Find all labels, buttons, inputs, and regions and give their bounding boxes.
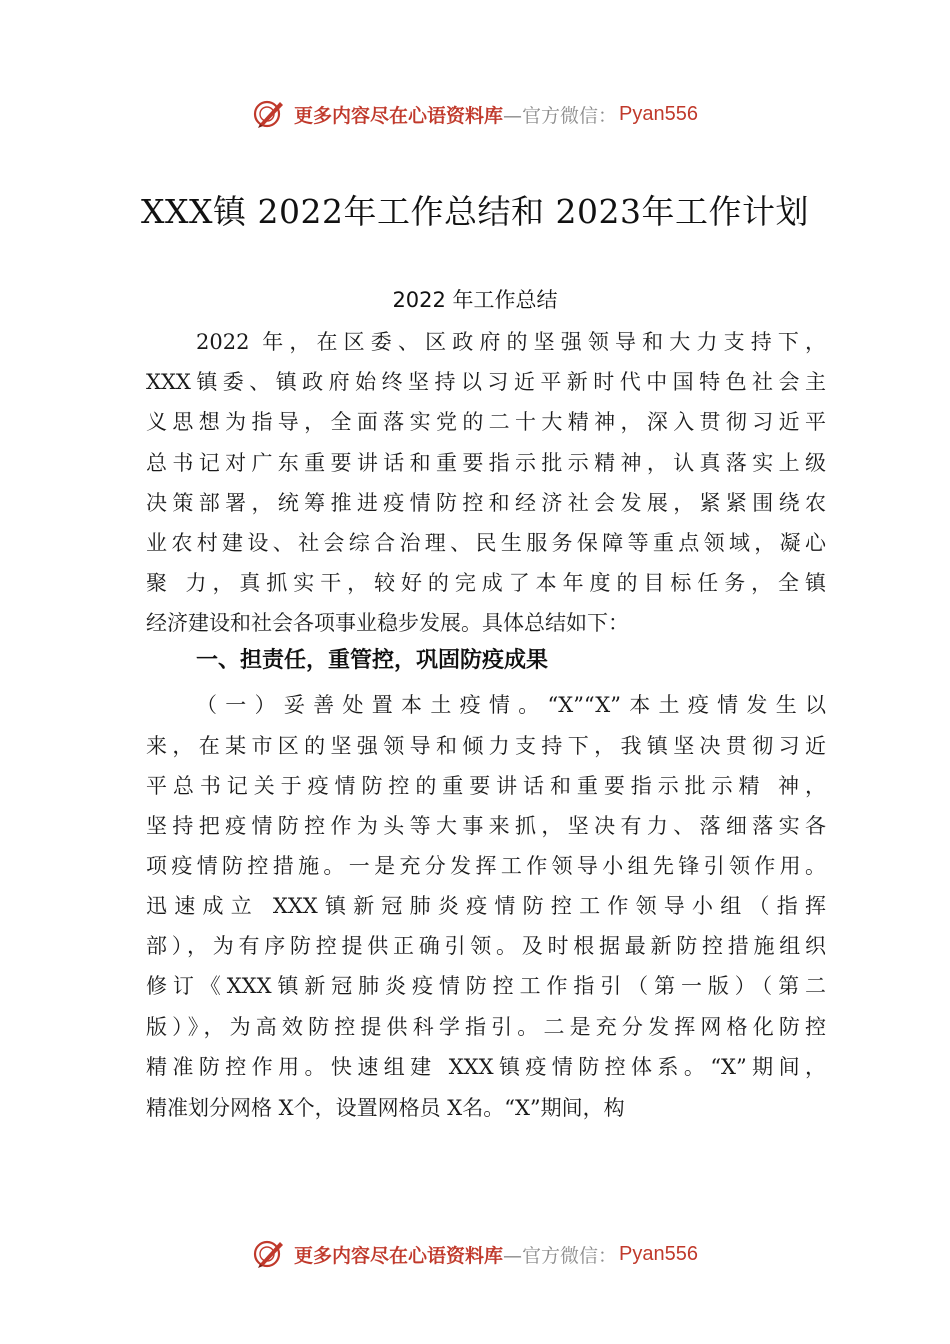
paragraph-line: 精准防控作用。快速组建 XXX镇疫情防控体系。“X”期间， bbox=[146, 1055, 826, 1079]
watermark-label: —官方微信： bbox=[503, 1244, 618, 1267]
paragraph-line: 修订《XXX镇新冠肺炎疫情防控工作指引（第一版）（第二 bbox=[146, 974, 826, 998]
heading-1: 一、担责任，重管控，巩固防疫成果 bbox=[196, 648, 549, 673]
watermark-wechat-id: Pyan556 bbox=[619, 1242, 698, 1265]
watermark-brand: 更多内容尽在心语资料库 bbox=[294, 104, 504, 127]
paragraph-line: 业农村建设、社会综合治理、民生服务保障等重点领域，凝心 bbox=[146, 531, 826, 555]
watermark-label: —官方微信： bbox=[503, 104, 618, 127]
paragraph-line: XXX镇委、镇政府始终坚持以习近平新时代中国特色社会主 bbox=[146, 370, 826, 394]
section-title: 2022 年工作总结 bbox=[392, 288, 558, 312]
footer-watermark bbox=[0, 1236, 950, 1272]
paragraph-line: 项疫情防控措施。一是充分发挥工作领导小组先锋引领作用。 bbox=[146, 854, 826, 878]
paragraph-line: 经济建设和社会各项事业稳步发展。具体总结如下： bbox=[146, 611, 629, 635]
pen-logo-icon bbox=[252, 97, 286, 131]
paragraph-line: 坚持把疫情防控作为头等大事来抓，坚决有力、落细落实各 bbox=[146, 814, 826, 838]
watermark-text bbox=[294, 1241, 698, 1268]
paragraph-line: 聚 力，真抓实干，较好的完成了本年度的目标任务，全镇 bbox=[146, 571, 826, 595]
header-watermark bbox=[0, 96, 950, 132]
paragraph-line: 迅速成立 XXX镇新冠肺炎疫情防控工作领导小组（指挥 bbox=[146, 894, 826, 918]
paragraph-line: 精准划分网格 X个，设置网格员 X名。“X”期间，构 bbox=[146, 1096, 625, 1120]
paragraph-line: 决策部署，统筹推进疫情防控和经济社会发展，紧紧围绕农 bbox=[146, 491, 826, 515]
paragraph-line: 平总书记关于疫情防控的重要讲话和重要指示批示精 神， bbox=[146, 774, 826, 798]
paragraph-line: 2022 年，在区委、区政府的坚强领导和大力支持下， bbox=[196, 330, 826, 354]
paragraph-line: 来，在某市区的坚强领导和倾力支持下，我镇坚决贯彻习近 bbox=[146, 734, 826, 758]
paragraph-line: 总书记对广东重要讲话和重要指示批示精神，认真落实上级 bbox=[146, 451, 826, 475]
paragraph-line: （一）妥善处置本土疫情。“X”“X”本土疫情发生以 bbox=[196, 693, 826, 717]
pen-logo-icon bbox=[252, 1237, 286, 1271]
watermark-text bbox=[294, 101, 698, 128]
document-title: XXX镇 2022年工作总结和 2023年工作计划 bbox=[141, 192, 809, 231]
paragraph-line: 部），为有序防控提供正确引领。及时根据最新防控措施组织 bbox=[146, 934, 826, 958]
watermark-brand: 更多内容尽在心语资料库 bbox=[294, 1244, 504, 1267]
watermark-wechat-id: Pyan556 bbox=[619, 102, 698, 125]
paragraph-line: 版）》，为高效防控提供科学指引。二是充分发挥网格化防控 bbox=[146, 1015, 826, 1039]
paragraph-line: 义思想为指导，全面落实党的二十大精神，深入贯彻习近平 bbox=[146, 410, 826, 434]
